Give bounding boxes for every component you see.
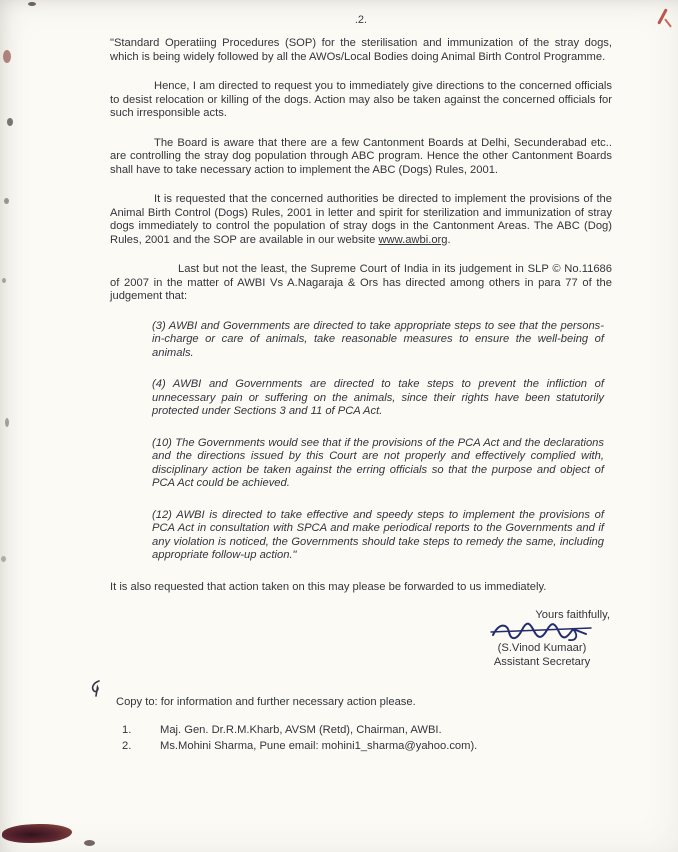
red-pen-mark <box>657 8 668 24</box>
scan-smudge <box>3 50 11 63</box>
paragraph-abc-rules-period: . <box>447 233 451 246</box>
paragraph-abc-rules <box>110 193 612 247</box>
scan-smudge <box>4 198 9 204</box>
signatory-title: Assistant Secretary <box>493 656 591 668</box>
signature-block <box>472 608 612 669</box>
ink-blot <box>2 824 72 843</box>
scan-speck <box>28 2 36 6</box>
scan-smudge <box>1 556 6 562</box>
ink-blot <box>84 840 95 846</box>
paragraph-abc-rules-text: It is requested that the concerned authorities be directed to implement the provisions of the Animal Birth Control (Dogs) Rules, 2001 in letter and spirit for sterilization and immunization of stray dogs immediately to control the population of stray dogs in the Cantonment Areas. The ABC (Dog) Rules, 2001 and the SOP are available in our website <box>110 193 612 246</box>
judgement-quote-10: (10) The Governments would see that if the provisions of the PCA Act and the declarations and the directions issued by this Court are not properly and effectively complied with, disciplinary action be taken against the erring officials so that the purpose and object of PCA Act could be achieved. <box>152 436 604 489</box>
page-number: .2. <box>354 14 368 26</box>
recipient-number: 2. <box>122 740 132 752</box>
judgement-quote-4: (4) AWBI and Governments are directed to take steps to prevent the infliction of unnecessary pain or suffering on the animals, since their rights have been statutorily protected under Sections 3 and 11 of PCA Act. <box>152 378 604 417</box>
judgement-quote-3: (3) AWBI and Governments are directed to take appropriate steps to see that the persons-in-charge or care of animals, take reasonable measures to ensure the well-being of animals. <box>152 319 604 359</box>
recipient-row <box>122 723 612 737</box>
paragraph-sop: "Standard Operatiing Procedures (SOP) for the sterilisation and immunization of the stray dogs, which is being widely followed by all the AWOs/Local Bodies doing Animal Birth Control Programme. <box>110 37 612 63</box>
valediction: Yours faithfully, <box>535 609 610 621</box>
recipient-row <box>122 739 612 753</box>
letter-body <box>110 14 612 755</box>
scan-smudge <box>5 418 9 427</box>
recipient-number: 1. <box>122 724 132 736</box>
paragraph-cantonment-boards: The Board is aware that there are a few Cantonment Boards at Delhi, Secunderabad etc.. are controlling the stray dog population through ABC program. Hence the other Cantonment Boards shall have to take necessary action to implement the ABC (Dogs) Rules, 2001. <box>110 136 612 176</box>
copy-to-line: Copy to: for information and further necessary action please. <box>116 696 416 708</box>
pen-tick-mark <box>88 680 104 698</box>
red-pen-mark <box>664 18 672 27</box>
scan-smudge <box>2 278 6 283</box>
awbi-website-link: www.awbi.org <box>378 233 448 246</box>
recipient-text: Maj. Gen. Dr.R.M.Kharb, AVSM (Retd), Chairman, AWBI. <box>160 724 442 736</box>
scan-smudge <box>7 118 13 126</box>
closing-request: It is also requested that action taken on this may please be forwarded to us immediately. <box>110 580 547 593</box>
recipient-text: Ms.Mohini Sharma, Pune email: mohini1_sharma@yahoo.com). <box>160 740 478 752</box>
judgement-quote-12: (12) AWBI is directed to take effective and speedy steps to implement the provisions of PCA Act in consultation with SPCA and make periodical reports to the Governments and if any violation is noticed, the Governments should take steps to remedy the same, including appropriate follow-up action." <box>152 508 604 561</box>
paragraph-directions-request: Hence, I am directed to request you to immediately give directions to the concerned officials to desist relocation or killing of the dogs. Action may also be taken against the concerned officials for such irresponsible acts. <box>110 80 612 119</box>
signatory-name: (S.Vinod Kumaar) <box>497 642 587 654</box>
paragraph-supreme-court: Last but not the least, the Supreme Court of India in its judgement in SLP © No.11686 of 2007 in the matter of AWBI Vs A.Nagaraja & Ors has directed among others in para 77 of the judgement that: <box>110 263 612 302</box>
